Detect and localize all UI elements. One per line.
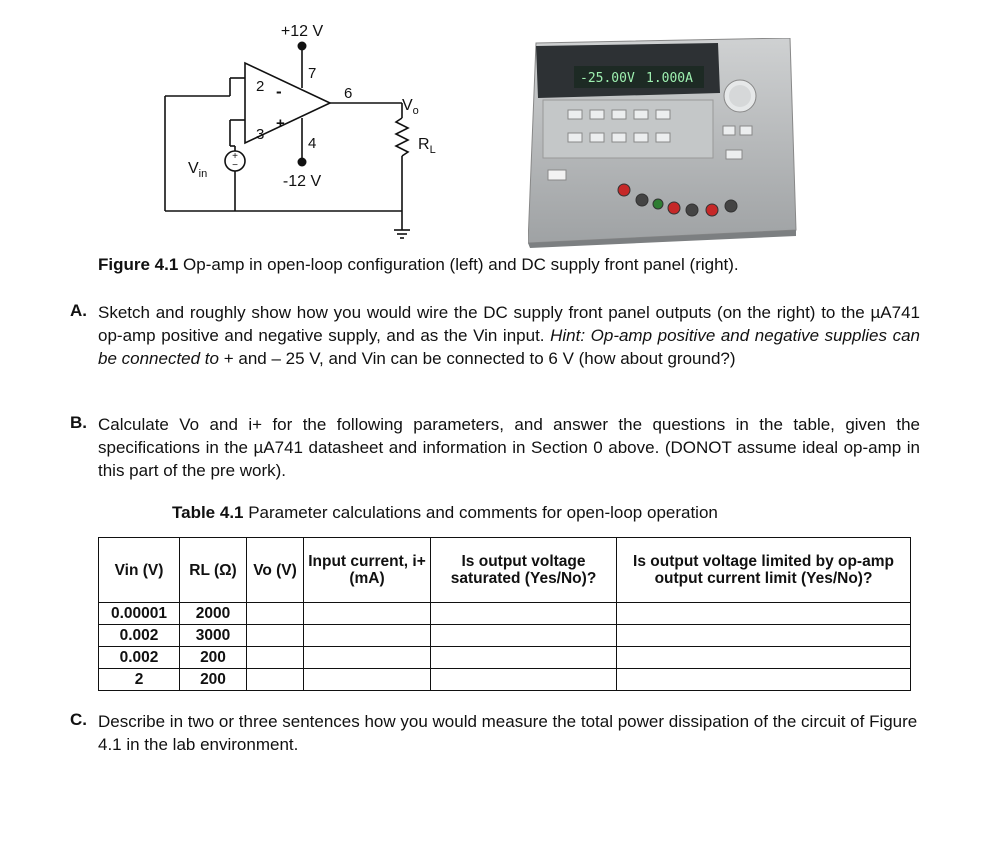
header-saturated: Is output voltage saturated (Yes/No)? — [431, 538, 617, 603]
pin-6-label: 6 — [344, 85, 353, 102]
pin-2-label: 2 — [256, 78, 265, 95]
figure-caption: Figure 4.1 Op-amp in open-loop configuration (left) and DC supply front panel (right). — [98, 255, 739, 274]
noninverting-sign: + — [276, 115, 285, 132]
svg-text:+: + — [232, 151, 238, 162]
table-caption: Table 4.1 Parameter calculations and comments for open-loop operation — [172, 503, 718, 522]
vneg-label: -12 V — [282, 173, 322, 190]
cell-current-limit[interactable] — [617, 647, 911, 669]
cell-current-limit[interactable] — [617, 669, 911, 691]
cell-vo[interactable] — [247, 647, 304, 669]
header-vin: Vin (V) — [99, 538, 180, 603]
cell-rl: 2000 — [180, 603, 247, 625]
cell-input-current[interactable] — [304, 647, 431, 669]
cell-vin: 0.00001 — [99, 603, 180, 625]
cell-saturated[interactable] — [431, 625, 617, 647]
cell-rl: 3000 — [180, 625, 247, 647]
inverting-sign: - — [276, 82, 282, 101]
display-current: 1.000A — [646, 71, 693, 86]
cell-input-current[interactable] — [304, 625, 431, 647]
pin-7-label: 7 — [308, 65, 317, 82]
cell-vin: 0.002 — [99, 647, 180, 669]
vpos-node — [298, 42, 307, 51]
dc-supply-front-panel — [528, 38, 798, 250]
table-row — [99, 625, 911, 647]
vo-label: $V_o$ — [402, 97, 419, 117]
question-b-text: Calculate Vo and i+ for the following parameters, and answer the questions in the table, given the specifications in the µA741 datasheet and information in Section 0 above. (DONOT assume ideal op-amp in this part of the pre work). — [98, 415, 920, 480]
cell-vo[interactable] — [247, 603, 304, 625]
table-row — [99, 603, 911, 625]
op-amp-circuit-diagram — [150, 18, 470, 248]
table-row — [99, 647, 911, 669]
display-voltage: -25.00V — [580, 71, 635, 86]
question-b-letter: B. — [70, 413, 87, 432]
cell-input-current[interactable] — [304, 603, 431, 625]
header-rl: RL (Ω) — [180, 538, 247, 603]
cell-saturated[interactable] — [431, 669, 617, 691]
cell-rl: 200 — [180, 647, 247, 669]
cell-input-current[interactable] — [304, 669, 431, 691]
table-row — [99, 669, 911, 691]
cell-rl: 200 — [180, 669, 247, 691]
pin-4-label: 4 — [308, 135, 317, 152]
vin-label: $V_{in}$ — [188, 160, 208, 180]
question-c-text: Describe in two or three sentences how you would measure the total power dissipation of the circuit of Figure 4.1 in the lab environment. — [98, 712, 918, 754]
header-vo: Vo (V) — [247, 538, 304, 603]
cell-vo[interactable] — [247, 625, 304, 647]
vneg-node — [298, 158, 307, 167]
cell-saturated[interactable] — [431, 603, 617, 625]
cell-vin: 2 — [99, 669, 180, 691]
vpos-label: +12 V — [280, 23, 324, 40]
svg-text:−: − — [232, 160, 238, 171]
header-current-limit: Is output voltage limited by op-amp output current limit (Yes/No)? — [617, 538, 911, 603]
cell-current-limit[interactable] — [617, 625, 911, 647]
pin-3-label: 3 — [256, 126, 265, 143]
question-a-text: Sketch and roughly show how you would wire the DC supply front panel outputs (on the right) to the µA741 op-amp positive and negative supply, and as the Vin input. Hint: Op-amp positive and negative supplies can be connected to + and – 25 V, and Vin can be connected to 6 V (how about ground?) — [98, 303, 920, 368]
question-c-letter: C. — [70, 710, 87, 729]
header-input-current: Input current, i+ (mA) — [304, 538, 431, 603]
cell-vin: 0.002 — [99, 625, 180, 647]
question-a-letter: A. — [70, 301, 87, 320]
cell-vo[interactable] — [247, 669, 304, 691]
parameter-table — [98, 537, 911, 691]
cell-current-limit[interactable] — [617, 603, 911, 625]
rl-label: $R_L$ — [418, 136, 436, 156]
cell-saturated[interactable] — [431, 647, 617, 669]
